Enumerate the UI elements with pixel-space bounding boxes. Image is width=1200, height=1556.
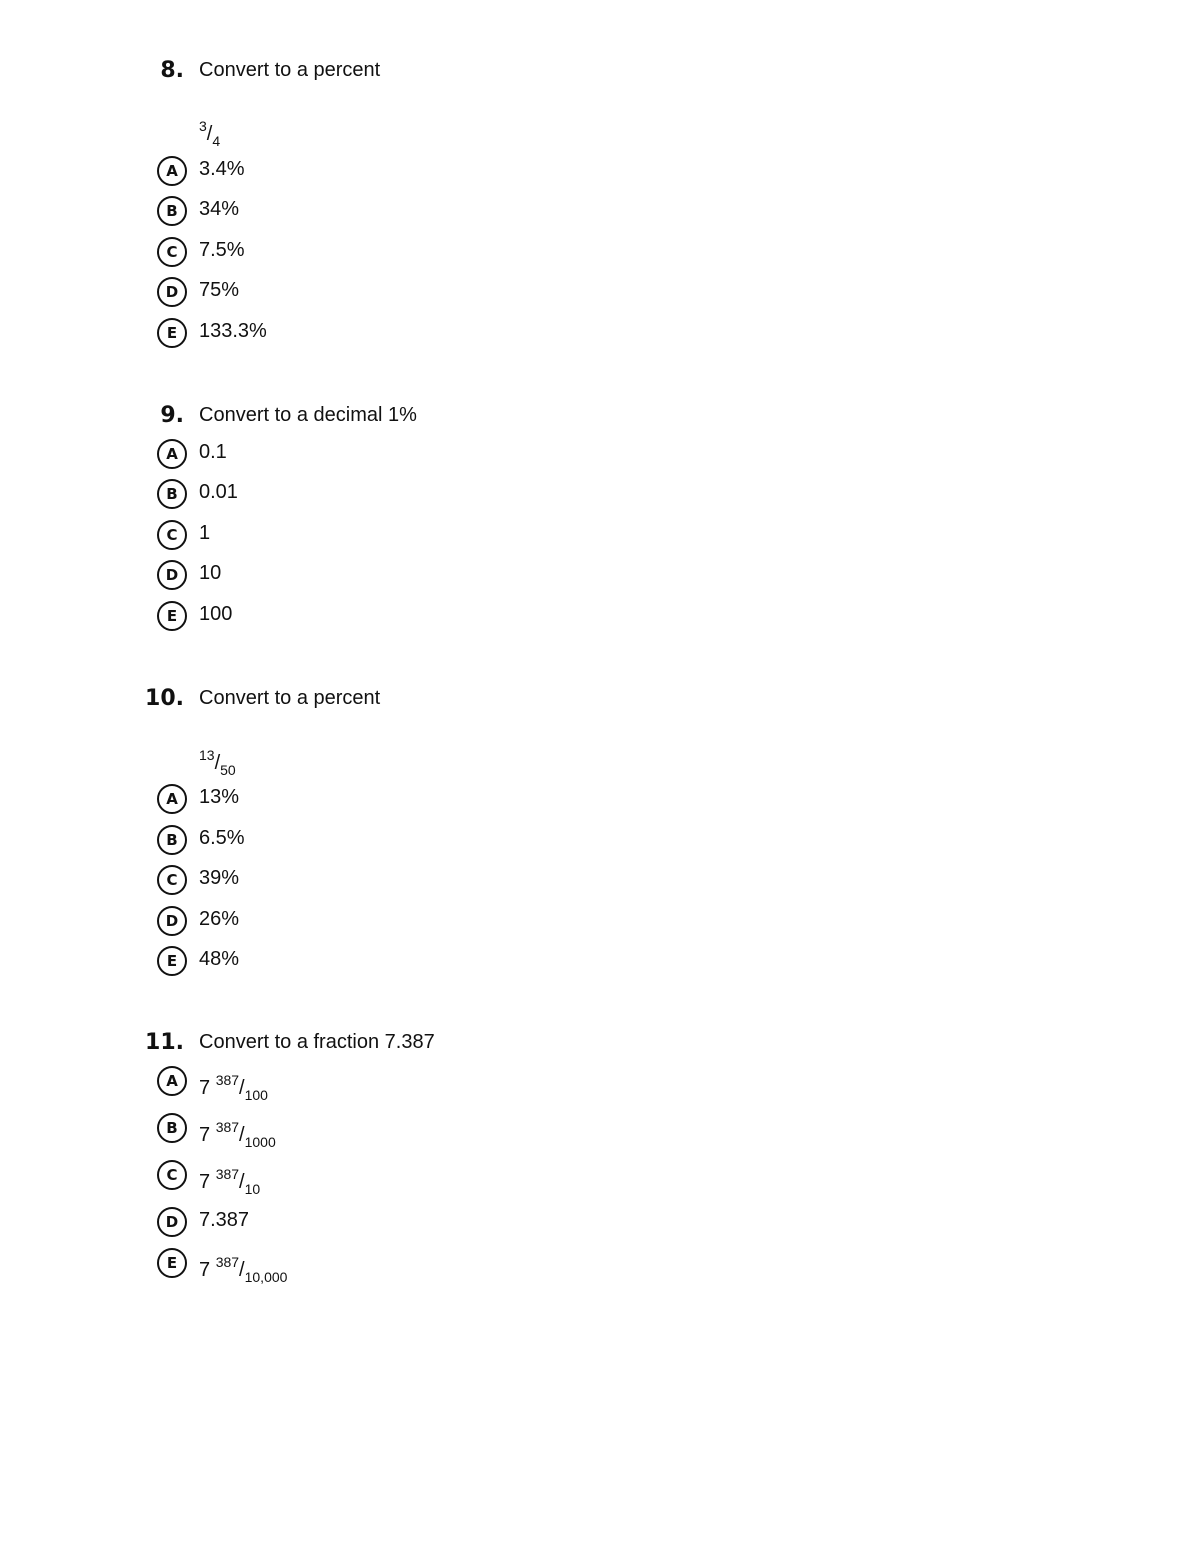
- option-letter-circle[interactable]: E: [157, 946, 187, 976]
- option-text: 6.5%: [199, 827, 245, 849]
- option-text: 0.01: [199, 481, 238, 503]
- option-text: 0.1: [199, 441, 227, 463]
- question-number: 10.: [145, 686, 184, 711]
- fraction-numerator: 387: [215, 1166, 240, 1182]
- option-letter-circle[interactable]: A: [157, 439, 187, 469]
- option-letter-circle[interactable]: E: [157, 318, 187, 348]
- option-letter-circle[interactable]: E: [157, 601, 187, 631]
- option-text: 7.387: [199, 1209, 250, 1231]
- question-prompt: Convert to a fraction 7.387: [199, 1031, 435, 1053]
- option-letter-circle[interactable]: B: [157, 825, 187, 855]
- option-text: 7.5%: [199, 239, 245, 261]
- option-letter-circle[interactable]: D: [157, 906, 187, 936]
- option-text: 7 $^{387}/_{10}$: [199, 1166, 261, 1197]
- option-text: 34%: [199, 198, 240, 220]
- option-letter-circle[interactable]: A: [157, 1066, 187, 1096]
- option-letter-circle[interactable]: C: [157, 237, 187, 267]
- mixed-number-whole: 7: [199, 1171, 211, 1193]
- option-letter-circle[interactable]: D: [157, 277, 187, 307]
- fraction-denominator: 50: [220, 762, 236, 778]
- question-number: 11.: [145, 1030, 184, 1055]
- fraction-numerator: 387: [215, 1072, 240, 1088]
- option-letter-circle[interactable]: A: [157, 784, 187, 814]
- fraction-numerator: 13: [199, 747, 215, 763]
- mixed-number-whole: 7: [199, 1077, 211, 1099]
- option-letter-circle[interactable]: B: [157, 196, 187, 226]
- fraction-denominator: 1000: [244, 1134, 276, 1150]
- option-text: 7 $^{387}/_{10,000}$: [199, 1254, 288, 1285]
- option-letter-circle[interactable]: D: [157, 1207, 187, 1237]
- question-prompt: Convert to a percent: [199, 687, 381, 709]
- fraction-denominator: 10,000: [244, 1269, 288, 1285]
- mixed-number-whole: 7: [199, 1124, 211, 1146]
- question-fraction: $^{13}/_{50}$: [199, 747, 236, 778]
- option-text: 7 $^{387}/_{100}$: [199, 1072, 268, 1103]
- option-text: 26%: [199, 908, 240, 930]
- option-letter-circle[interactable]: C: [157, 520, 187, 550]
- option-letter-circle[interactable]: D: [157, 560, 187, 590]
- fraction-denominator: 4: [212, 133, 221, 149]
- fraction-denominator: 100: [244, 1087, 268, 1103]
- option-letter-circle[interactable]: C: [157, 1160, 187, 1190]
- option-letter-circle[interactable]: E: [157, 1248, 187, 1278]
- option-letter-circle[interactable]: A: [157, 156, 187, 186]
- option-text: 100: [199, 603, 233, 625]
- option-text: 7 $^{387}/_{1000}$: [199, 1119, 276, 1150]
- option-letter-circle[interactable]: B: [157, 479, 187, 509]
- fraction-numerator: 387: [215, 1119, 240, 1135]
- mixed-number-whole: 7: [199, 1259, 211, 1281]
- fraction-denominator: 10: [244, 1181, 261, 1197]
- option-text: 48%: [199, 948, 240, 970]
- option-text: 133.3%: [199, 320, 267, 342]
- option-text: 75%: [199, 279, 240, 301]
- option-text: 10: [199, 562, 222, 584]
- fraction-numerator: 387: [215, 1254, 240, 1270]
- option-letter-circle[interactable]: B: [157, 1113, 187, 1143]
- question-prompt: Convert to a percent: [199, 59, 381, 81]
- question-number: 9.: [160, 403, 184, 428]
- option-text: 3.4%: [199, 158, 245, 180]
- option-text: 1: [199, 522, 211, 544]
- fraction-numerator: 3: [199, 118, 207, 134]
- question-number: 8.: [160, 58, 184, 83]
- question-prompt: Convert to a decimal 1%: [199, 404, 417, 426]
- option-text: 13%: [199, 786, 240, 808]
- option-text: 39%: [199, 867, 240, 889]
- option-letter-circle[interactable]: C: [157, 865, 187, 895]
- question-fraction: $^3/_4$: [199, 118, 221, 149]
